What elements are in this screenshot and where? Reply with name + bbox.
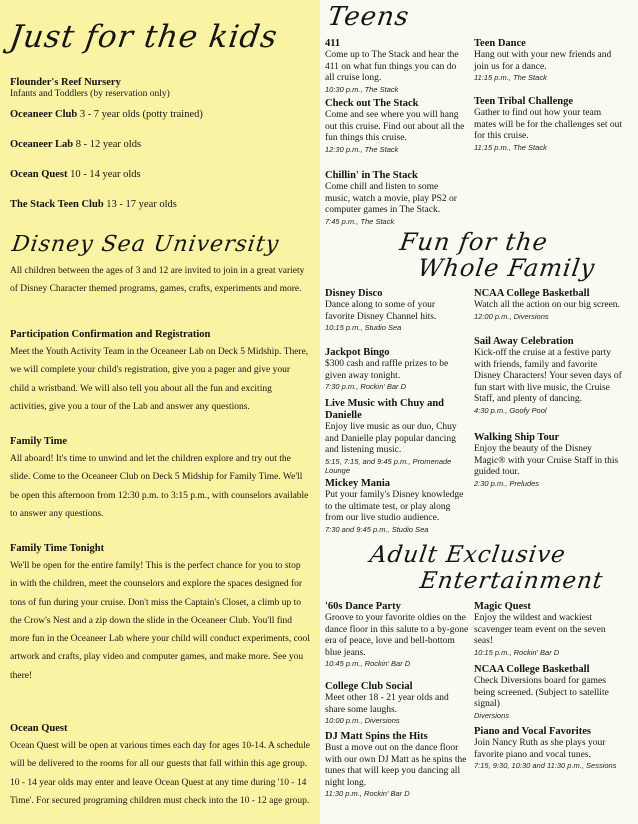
item-body: Put your family's Disney knowledge to the ultimate test, or play along from our live studio audience. <box>325 490 464 523</box>
club-name: The Stack Teen Club <box>10 199 104 210</box>
adult-item-dj-matt <box>325 731 470 798</box>
adult-heading-line1: Adult Exclusive <box>368 542 568 568</box>
teen-item-tribal <box>474 96 624 152</box>
item-title: Check out The Stack <box>325 98 419 109</box>
item-title: Disney Disco <box>325 288 383 299</box>
teen-item-chillin <box>325 170 465 226</box>
club-name: Ocean Quest <box>10 169 68 180</box>
nursery-title: Flounder's Reef Nursery <box>10 77 121 88</box>
item-body: Dance along to some of your favorite Disney Channel hits. <box>325 300 437 322</box>
item-title: Chillin' in The Stack <box>325 170 418 181</box>
item-title: NCAA College Basketball <box>474 288 590 299</box>
item-title: Jackpot Bingo <box>325 347 390 358</box>
item-meta: 11:15 p.m., The Stack <box>474 73 547 82</box>
teen-item-check-out <box>325 98 465 154</box>
section-family-time-tonight <box>10 541 310 685</box>
item-title: Piano and Vocal Favorites <box>474 726 591 737</box>
section-ocean-quest <box>10 721 310 810</box>
family-item-sail-away <box>474 336 624 415</box>
nursery-sub: Infants and Toddlers (by reservation only) <box>10 89 170 99</box>
adult-item-60s <box>325 601 470 668</box>
item-body: Meet other 18 - 21 year olds and share some laughs. <box>325 693 449 715</box>
club-ocean-quest <box>10 169 141 180</box>
item-title: Mickey Mania <box>325 478 391 489</box>
item-title: 411 <box>325 38 341 49</box>
section-body: Meet the Youth Activity Team in the Oceaneer Lab on Deck 5 Midship. There, we will complete your child's registration, give you a pager and give your child a wristband. We will also tell you about all the fun and exciting activities, give you a tour of the Lab and answer any questions. <box>10 347 309 412</box>
item-body: Come and see where you will hang out this cruise. Find out about all the fun things this cruise. <box>325 110 465 143</box>
item-meta: 5:15, 7:15, and 9:45 p.m., Promenade Lounge <box>325 456 452 475</box>
item-title: Teen Dance <box>474 38 526 49</box>
item-title: DJ Matt Spins the Hits <box>325 731 428 742</box>
dsu-heading: Disney Sea University <box>10 232 281 257</box>
item-title: Sail Away Celebration <box>474 336 574 347</box>
item-body: Hang out with your new friends and join us for a dance. <box>474 50 612 72</box>
section-registration <box>10 327 310 416</box>
item-body: Watch all the action on our big screen. <box>474 300 620 310</box>
item-meta: 7:45 p.m., The Stack <box>325 216 395 226</box>
dsu-intro-text: All children between the ages of 3 and 12 are invited to join in a great variety of Disney Character themed programs, games, crafts, experiments and more. <box>10 266 305 295</box>
adult-heading-line2: Entertainment <box>418 568 605 594</box>
item-title: College Club Social <box>325 681 413 692</box>
item-title: Walking Ship Tour <box>474 432 560 443</box>
section-body: Ocean Quest will be open at various times each day for ages 10-14. A schedule will be delivered to the rooms for all our guests that fall within this age group. 10 - 14 year olds may enter and leave Ocean Quest at any time during '10 - 14 Time'. For secured programing children must check into the 10 - 12 age group. <box>10 741 310 806</box>
item-body: $300 cash and raffle prizes to be given away tonight. <box>325 359 449 381</box>
item-meta: 11:15 p.m., The Stack <box>474 142 547 152</box>
item-meta: 12:00 p.m., Diversions <box>474 311 549 321</box>
item-meta: Diversions <box>474 710 510 720</box>
club-oceaneer-lab <box>10 139 141 150</box>
item-body: Groove to your favorite oldies on the dance floor in this salute to a by-gone era of peace, love and bell-bottom blue jeans. <box>325 613 469 658</box>
item-title: '60s Dance Party <box>325 601 401 612</box>
adult-item-college-club <box>325 681 470 725</box>
section-title: Participation Confirmation and Registration <box>10 329 211 340</box>
teen-item-411 <box>325 38 465 94</box>
family-item-walking-tour <box>474 432 624 488</box>
club-name: Oceaneer Lab <box>10 139 74 150</box>
dsu-intro <box>10 262 310 299</box>
club-ages: 3 - 7 year olds (potty trained) <box>79 109 203 120</box>
teens-heading: Teens <box>325 2 412 32</box>
nursery-block <box>10 77 310 101</box>
section-body: All aboard! It's time to unwind and let the children explore and try out the slide. Come to the Oceaneer Club on Deck 5 Midship for Family Time. We'll be open this afternoon from 12:30 p.m. to 3:15 p.m., with counselors available to answer any questions. <box>10 454 309 519</box>
item-meta: 7:15, 9:30, 10:30 and 11:30 p.m., Sessions <box>474 761 617 770</box>
item-body: Come chill and listen to some music, watch a movie, play PS2 or computer games in The Stack. <box>325 182 457 215</box>
item-body: Check Diversions board for games being screened. (Subject to satellite signal) <box>474 676 609 709</box>
section-title: Family Time Tonight <box>10 543 105 554</box>
club-ages: 10 - 14 year olds <box>70 169 141 180</box>
item-body: Enjoy the beauty of the Disney Magic® with your Cruise Staff in this guided tour. <box>474 444 619 477</box>
item-body: Join Nancy Ruth as she plays your favorite piano and vocal tunes. <box>474 738 606 760</box>
section-title: Ocean Quest <box>10 723 68 734</box>
item-meta: 10:45 p.m., Rockin' Bar D <box>325 659 411 668</box>
item-meta: 7:30 p.m., Rockin' Bar D <box>325 382 407 391</box>
family-heading-line1: Fun for the <box>398 228 550 256</box>
item-meta: 10:00 p.m., Diversions <box>325 716 400 725</box>
section-family-time <box>10 434 310 523</box>
item-meta: 7:30 and 9:45 p.m., Studio Sea <box>325 524 429 534</box>
section-body: We'll be open for the entire family! This is the perfect chance for you to stop in with the children, meet the counselors and explore the spaces designed for tons of fun during your cruise. Don't miss the Captain's Closet, a climb up to the Crow's Nest and a zip down the slide in the Oceaneer Club. You'll find more fun in the Oceaneer Lab where your child will conduct experiments, cool artwork and crafts, play video and computer games, and make more. See you there! <box>10 561 310 681</box>
adult-item-piano <box>474 726 624 770</box>
adult-item-magic-quest <box>474 601 624 657</box>
section-title: Family Time <box>10 436 68 447</box>
club-stack-teen <box>10 199 177 210</box>
item-meta: 11:30 p.m., Rockin' Bar D <box>325 789 410 798</box>
club-ages: 8 - 12 year olds <box>75 139 142 150</box>
item-title: NCAA College Basketball <box>474 664 590 675</box>
family-heading-line2: Whole Family <box>416 254 598 282</box>
item-meta: 12:30 p.m., The Stack <box>325 144 399 154</box>
item-body: Bust a move out on the dance floor with our own DJ Matt as he spins the tunes that will keep you dancing all night long. <box>325 743 467 788</box>
family-item-bingo <box>325 347 465 391</box>
family-item-ncaa <box>474 288 624 321</box>
item-body: Enjoy live music as our duo, Chuy and Danielle play popular dancing and listening music. <box>325 422 457 455</box>
item-title: Live Music with Chuy and Danielle <box>325 398 445 421</box>
item-body: Kick-off the cruise at a festive party with friends, family and favorite Disney Characters! Your seven days of fun start with live music, the Cruise Staff, and plenty of dancing. <box>474 348 622 404</box>
family-item-mickey-mania <box>325 478 465 534</box>
item-meta: 10:15 p.m., Studio Sea <box>325 323 402 332</box>
club-name: Oceaneer Club <box>10 109 78 120</box>
item-meta: 4:30 p.m., Goofy Pool <box>474 405 547 415</box>
item-title: Magic Quest <box>474 601 531 612</box>
item-meta: 2:30 p.m., Preludes <box>474 478 540 488</box>
club-oceaneer-club <box>10 109 203 120</box>
item-title: Teen Tribal Challenge <box>474 96 573 107</box>
club-ages: 13 - 17 year olds <box>106 199 177 210</box>
item-meta: 10:30 p.m., The Stack <box>325 84 399 94</box>
adult-item-ncaa <box>474 664 624 720</box>
family-item-live-music <box>325 398 465 475</box>
teen-item-dance <box>474 38 624 82</box>
item-meta: 10:15 p.m., Rockin' Bar D <box>474 647 560 657</box>
kids-heading: Just for the kids <box>7 19 281 55</box>
item-body: Enjoy the wildest and wackiest scavenger team event on the seven seas! <box>474 613 606 646</box>
item-body: Gather to find out how your team mates will be for the challenges set out for this cruise. <box>474 108 622 141</box>
item-body: Come up to The Stack and hear the 411 on what fun things you can do all cruise long. <box>325 50 459 83</box>
family-item-disco <box>325 288 465 332</box>
